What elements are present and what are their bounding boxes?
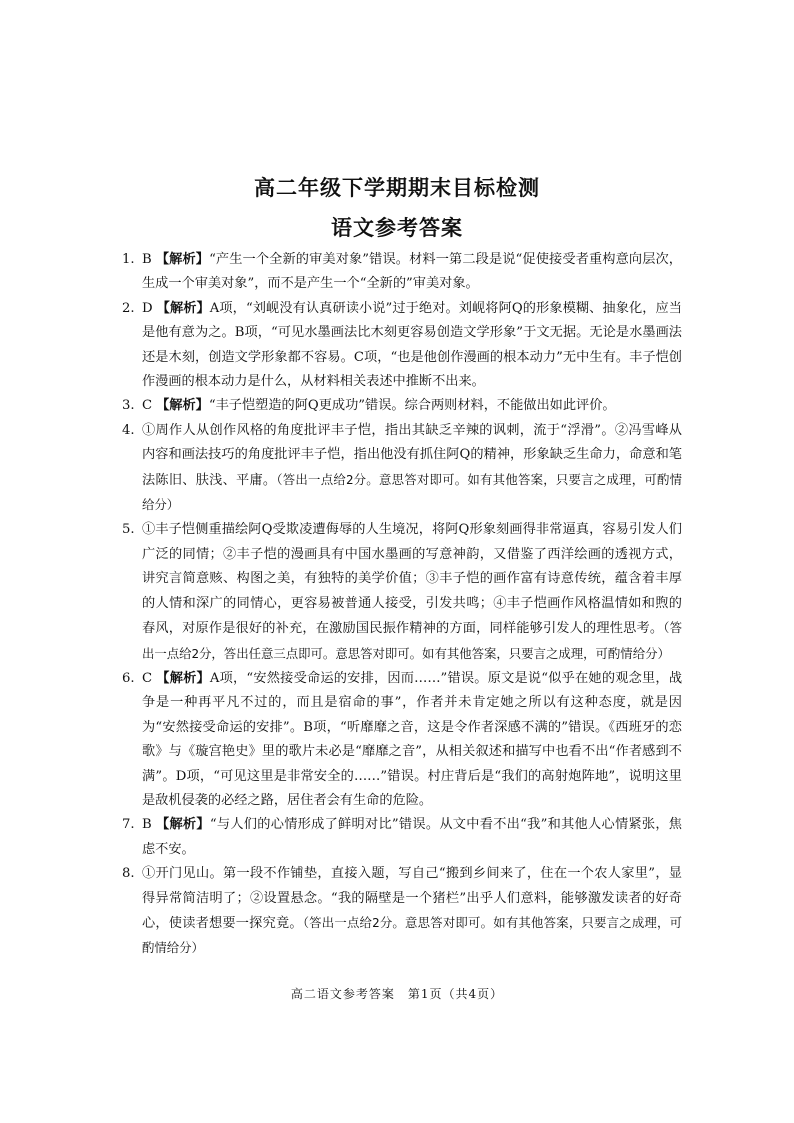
scoring-note: （答出一点给2分。意思答对即可。如有其他答案，只要言之成理，可酌情给分） bbox=[142, 471, 682, 513]
analysis-tag: 【解析】 bbox=[155, 817, 210, 833]
answer-number: 8. bbox=[122, 866, 135, 882]
answer-item-5 bbox=[122, 518, 682, 666]
answer-choice: B bbox=[142, 252, 152, 267]
answer-item-3 bbox=[122, 394, 682, 418]
answer-item-4 bbox=[122, 419, 682, 519]
document-title: 高二年级下学期期末目标检测 bbox=[254, 176, 540, 200]
answer-item-8 bbox=[122, 862, 682, 962]
answer-number: 7. bbox=[122, 817, 135, 833]
scoring-note: （答出一点给2分。意思答对即可。如有其他答案，只要言之成理，可酌情给分） bbox=[142, 914, 683, 956]
answer-number: 4. bbox=[122, 422, 135, 438]
document-subtitle: 语文参考答案 bbox=[331, 216, 463, 240]
answer-item-1 bbox=[122, 248, 682, 297]
answer-number: 3. bbox=[122, 398, 135, 414]
answer-number: 6. bbox=[122, 670, 135, 686]
answer-text: ①丰子恺侧重描绘阿Q受欺凌遭侮辱的人生境况，将阿Q形象刻画得非常逼真，容易引发人们广泛的同情；②丰子恺的漫画具有中国水墨画的写意神韵，又借鉴了西洋绘画的透视方式，讲究言简意赅、构图之美，有独特的美学价值；③丰子恺的画作富有诗意传统，蕴含着丰厚的人情和深广的同情心，更容易被普通人接受，引发共鸣；④丰子恺画作风格温情如和煦的春风，对原作是很好的补充，在激励国民振作精神的方面，同样能够引发人的理性思考。 bbox=[142, 522, 682, 637]
answer-text: ①开门见山。第一段不作铺垫，直接入题，写自己“搬到乡间来了，住在一个农人家里”，显得异常简洁明了；②设置悬念。“我的隔壁是一个猪栏”出乎人们意料，能够激发读者的好奇心，使读者想要一探究竟。 bbox=[142, 866, 682, 931]
answer-text: “与人们的心情形成了鲜明对比”错误。从文中看不出“我”和其他人心情紧张，焦虑不安。 bbox=[142, 817, 682, 857]
answer-text: ①周作人从创作风格的角度批评丰子恺，指出其缺乏辛辣的讽刺，流于“浮滑”。②冯雪峰从内容和画法技巧的角度批评丰子恺，指出他没有抓住阿Q的精神，形象缺乏生命力，命意和笔法陈旧、肤浅、平庸。 bbox=[142, 422, 682, 488]
analysis-tag: 【解析】 bbox=[155, 252, 210, 267]
answer-text: “丰子恺塑造的阿Q更成功”错误。综合两则材料，不能做出如此评价。 bbox=[208, 398, 616, 414]
analysis-tag: 【解析】 bbox=[156, 300, 210, 316]
answer-number: 5. bbox=[122, 522, 135, 538]
analysis-tag: 【解析】 bbox=[156, 670, 210, 686]
answer-text: A项，“刘岘没有认真研读小说”过于绝对。刘岘将阿Q的形象模糊、抽象化，应当是他有意为之。B项，“可见水墨画法比木刻更容易创造文学形象”于文无据。无论是水墨画法还是木刻，创造文学形象都不容易。C项，“也是他创作漫画的根本动力”无中生有。丰子恺创作漫画的根本动力是什么，从材料相关表述中推断不出来。 bbox=[142, 300, 682, 390]
answer-choice: C bbox=[142, 398, 153, 414]
answer-number: 1. bbox=[122, 252, 135, 267]
scoring-note: （答出一点给2分，答出任意三点即可。意思答对即可。如有其他答案，只要言之成理，可酌情给分） bbox=[142, 620, 682, 661]
answer-list bbox=[122, 248, 682, 962]
answer-item-6 bbox=[122, 667, 682, 813]
answer-text: “产生一个全新的审美对象”错误。材料一第二段是说“促使接受者重构意向层次，生成一个审美对象”，而不是产生一个“全新的”审美对象。 bbox=[142, 252, 682, 292]
page-footer: 高二语文参考答案 第1页（共4页） bbox=[290, 987, 504, 1001]
answer-choice: D bbox=[142, 300, 153, 316]
answer-choice: C bbox=[142, 670, 153, 686]
answer-item-7 bbox=[122, 813, 682, 862]
answer-number: 2. bbox=[122, 300, 135, 316]
answer-text: A项，“安然接受命运的安排，因而……”错误。原文是说“似乎在她的观念里，战争是一种再平凡不过的，而且是宿命的事”，作者并未肯定她之所以有这种态度，就是因为“安然接受命运的安排”。B项，“听靡靡之音，这是令作者深感不满的”错误。《西班牙的恋歌》与《璇宫艳史》里的歌片未必是“靡靡之音”，从相关叙述和描写中也看不出“作者感到不满”。D项，“可见这里是非常安全的……”错误。村庄背后是“我们的高射炮阵地”，说明这里是敌机侵袭的必经之路，居住者会有生命的危险。 bbox=[142, 670, 683, 808]
answer-choice: B bbox=[142, 817, 152, 833]
analysis-tag: 【解析】 bbox=[156, 398, 209, 414]
answer-item-2 bbox=[122, 297, 682, 395]
